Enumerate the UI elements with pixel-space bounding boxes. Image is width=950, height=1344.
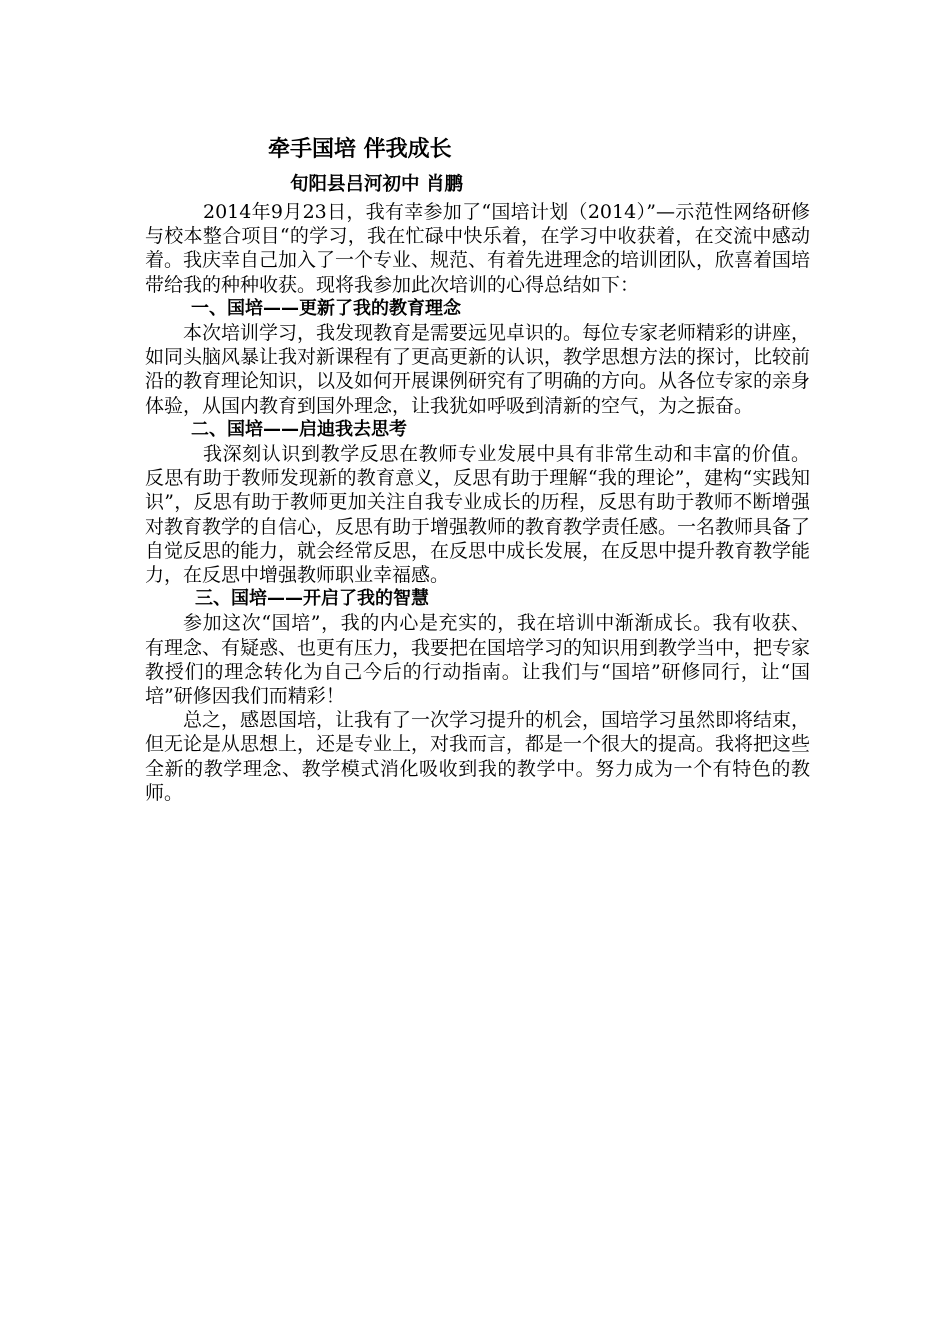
- document-author: 旬阳县吕河初中 肖鹏: [290, 174, 463, 195]
- section-3-paragraph: 参加这次“国培”，我的内心是充实的，我在培训中渐渐成长。我有收获、有理念、有疑惑、也更有压力，我要把在国培学习的知识用到教学当中，把专家教授们的理念转化为自己今后的行动指南。让我们与“国培”研修同行，让“国培”研修因我们而精彩！: [145, 612, 811, 708]
- section-3-heading: 三、国培——开启了我的智慧: [195, 588, 429, 610]
- section-2-heading: 二、国培——启迪我去思考: [191, 418, 407, 440]
- section-1-paragraph: 本次培训学习，我发现教育是需要远见卓识的。每位专家老师精彩的讲座，如同头脑风暴让我对新课程有了更高更新的认识，教学思想方法的探讨，比较前沿的教育理论知识，以及如何开展课例研究有了明确的方向。从各位专家的亲身体验，从国内教育到国外理念，让我犹如呼吸到清新的空气，为之振奋。: [145, 322, 811, 417]
- intro-paragraph: 2014年9月23日，我有幸参加了“国培计划（2014）”—示范性网络研修与校本整合项目“的学习，我在忙碌中快乐着，在学习中收获着，在交流中感动着。我庆幸自己加入了一个专业、规范、有着先进理念的培训团队，欣喜着国培带给我的种种收获。现将我参加此次培训的心得总结如下：: [145, 201, 811, 296]
- document-page: [145, 130, 810, 805]
- document-title: 牵手国培 伴我成长: [268, 137, 452, 162]
- conclusion-paragraph: 总之，感恩国培，让我有了一次学习提升的机会，国培学习虽然即将结束，但无论是从思想上，还是专业上，对我而言，都是一个很大的提高。我将把这些全新的教学理念、教学模式消化吸收到我的教学中。努力成为一个有特色的教师。: [145, 709, 811, 804]
- section-2-paragraph: 我深刻认识到教学反思在教师专业发展中具有非常生动和丰富的价值。反思有助于教师发现新的教育意义，反思有助于理解“我的理论”，建构“实践知识”，反思有助于教师更加关注自我专业成长的历程，反思有助于教师不断增强对教育教学的自信心，反思有助于增强教师的教育教学责任感。一名教师具备了自觉反思的能力，就会经常反思，在反思中成长发展，在反思中提升教育教学能力，在反思中增强教师职业幸福感。: [145, 443, 811, 587]
- section-1-heading: 一、国培——更新了我的教育理念: [191, 297, 461, 319]
